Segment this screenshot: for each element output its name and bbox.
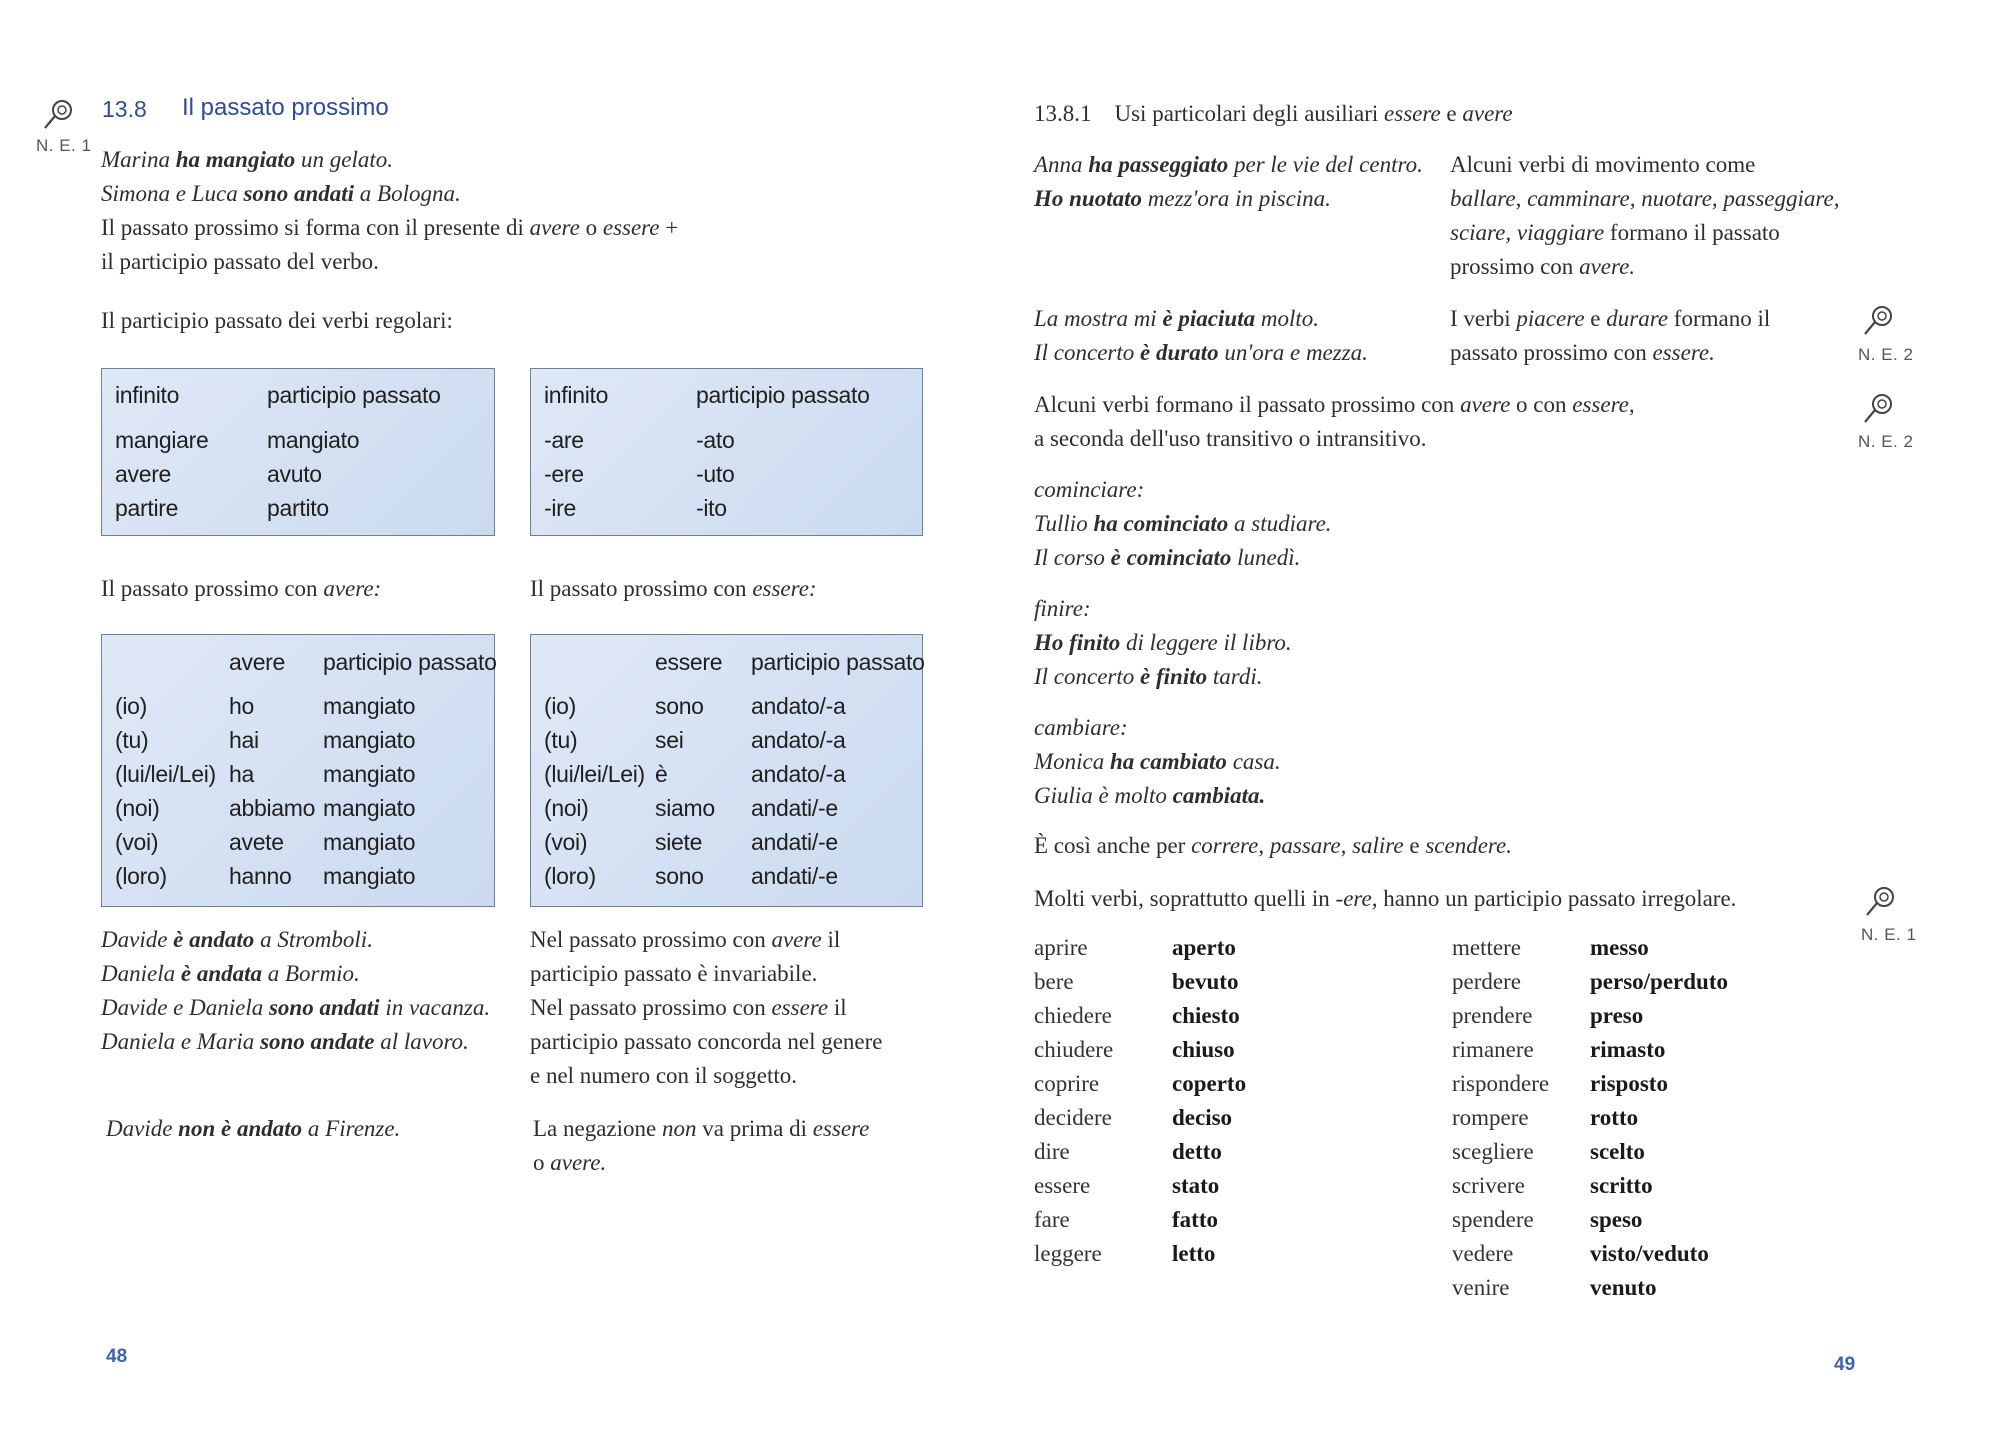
irregular-participle: rotto [1590, 1105, 1639, 1130]
table-cell: mangiato [323, 863, 416, 889]
table-cell: hai [229, 727, 259, 753]
table-header-participio: participio passato [267, 382, 441, 408]
piacere-rule [1450, 302, 1770, 370]
table-cell: (lui/lei/Lei) [544, 761, 645, 787]
essere-conjugation-table [530, 634, 923, 907]
section-number: 13.8 [102, 96, 147, 122]
irregular-participle: scritto [1590, 1173, 1653, 1198]
irregular-infinitive: bere [1034, 969, 1074, 994]
piacere-example: Il concerto è durato un'ora e mezza. [1034, 340, 1368, 365]
table-cell: siete [655, 829, 703, 855]
table-cell: ho [229, 693, 254, 719]
irregular-participle: scelto [1590, 1139, 1645, 1164]
table-cell: sono [655, 693, 704, 719]
table-cell: -uto [696, 461, 735, 487]
table-cell: mangiato [323, 761, 416, 787]
table-cell: sei [655, 727, 684, 753]
irregular-infinitive: decidere [1034, 1105, 1112, 1130]
irregular-infinitive: chiudere [1034, 1037, 1114, 1062]
table-cell: (tu) [544, 727, 578, 753]
irregular-participle: messo [1590, 935, 1649, 960]
table-cell: (io) [115, 693, 148, 719]
verb-group-example: Tullio ha cominciato a studiare. [1034, 511, 1332, 536]
table-cell: -ato [696, 427, 735, 453]
table-cell: andato/-a [751, 761, 846, 787]
irregular-participle: aperto [1172, 935, 1236, 960]
irregular-infinitive: aprire [1034, 935, 1088, 960]
table-cell: avuto [267, 461, 322, 487]
table-cell: (voi) [115, 829, 159, 855]
irregular-participle: fatto [1172, 1207, 1218, 1232]
intro-rule-line-1: Il passato prossimo si forma con il presente di avere o essere + [101, 215, 679, 240]
piacere-rule-line: passato prossimo con essere. [1450, 340, 1715, 365]
irregular-participle: letto [1172, 1241, 1216, 1266]
table-cell: (loro) [115, 863, 167, 889]
table-header-infinito: infinito [544, 382, 609, 408]
irregular-infinitive: essere [1034, 1173, 1091, 1198]
note-ne1-left: N. E. 1 [36, 136, 92, 155]
note-ne2: N. E. 2 [1858, 432, 1914, 451]
negation-rule-line: La negazione non va prima di essere [533, 1116, 870, 1141]
movement-rule [1450, 148, 1839, 284]
table-header-avere: avere [229, 649, 286, 675]
magnifier-key-icon [1860, 392, 1896, 426]
agreement-rule-line: Nel passato prossimo con avere il [530, 927, 841, 952]
verb-group-example: Il concerto è finito tardi. [1034, 664, 1263, 689]
verb-group-example: Il corso è cominciato lunedì. [1034, 545, 1301, 570]
table-cell: andati/-e [751, 795, 838, 821]
table-header-participio: participio passato [323, 649, 497, 675]
table-cell: (loro) [544, 863, 596, 889]
piacere-rule-line: I verbi piacere e durare formano il [1450, 306, 1771, 331]
both-rule-line: Alcuni verbi formano il passato prossimo con avere o con essere, [1034, 392, 1635, 417]
both-auxiliaries-rule [1034, 388, 1635, 456]
irregular-infinitive: rimanere [1452, 1037, 1534, 1062]
verb-group-cominciare [1034, 473, 1332, 575]
irregular-infinitive: dire [1034, 1139, 1070, 1164]
irregular-participle: detto [1172, 1139, 1222, 1164]
endings-table [530, 368, 923, 536]
essere-label: Il passato prossimo con essere: [530, 576, 817, 601]
both-rule-line: a seconda dell'uso transitivo o intransitivo. [1034, 426, 1427, 451]
irregular-infinitive: fare [1034, 1207, 1070, 1232]
verb-group-cambiare [1034, 711, 1281, 813]
table-header-participio: participio passato [751, 649, 925, 675]
verb-group-title: finire: [1034, 596, 1091, 621]
table-cell: (io) [544, 693, 577, 719]
subsection-title: 13.8.1 Usi particolari degli ausiliari essere e avere [1034, 101, 1513, 126]
note-ne1-right: N. E. 1 [1861, 925, 1917, 944]
magnifier-key-icon [1860, 304, 1896, 338]
agreement-rule-line: participio passato è invariabile. [530, 961, 818, 986]
agreement-rule-line: e nel numero con il soggetto. [530, 1063, 797, 1088]
agreement-example: Davide e Daniela sono andati in vacanza. [101, 995, 491, 1020]
table-cell: hanno [229, 863, 292, 889]
table-header-essere: essere [655, 649, 723, 675]
table-cell: partire [115, 495, 179, 521]
irregular-infinitive: venire [1452, 1275, 1510, 1300]
table-cell: (voi) [544, 829, 588, 855]
verb-group-title: cominciare: [1034, 477, 1145, 502]
verb-group-finire [1034, 592, 1292, 694]
table-cell: mangiato [323, 795, 416, 821]
irregular-participle: preso [1590, 1003, 1644, 1028]
irregular-participle: venuto [1590, 1275, 1657, 1300]
agreement-examples [101, 923, 490, 1059]
irregular-infinitive: prendere [1452, 1003, 1533, 1028]
table-cell: partito [267, 495, 329, 521]
table-cell: -ito [696, 495, 727, 521]
table-cell: andato/-a [751, 727, 846, 753]
also-rule: È così anche per correre, passare, salire e scendere. [1034, 833, 1512, 858]
irregular-participles-col1 [1034, 935, 1334, 1295]
negation-example: Davide non è andato a Firenze. [106, 1116, 401, 1141]
irregular-infinitive: perdere [1452, 969, 1521, 994]
table-cell: sono [655, 863, 704, 889]
irregular-infinitive: rompere [1452, 1105, 1529, 1130]
irregular-infinitive: mettere [1452, 935, 1521, 960]
intro-block [101, 143, 721, 279]
irregular-participle: bevuto [1172, 969, 1239, 994]
table-cell: andato/-a [751, 693, 846, 719]
table-cell: mangiato [267, 427, 360, 453]
table-header-infinito: infinito [115, 382, 180, 408]
table-cell: (tu) [115, 727, 149, 753]
table-cell: -are [544, 427, 584, 453]
table-cell: (lui/lei/Lei) [115, 761, 216, 787]
movement-example: Ho nuotato mezz'ora in piscina. [1034, 186, 1331, 211]
irregular-infinitive: leggere [1034, 1241, 1102, 1266]
movement-rule-line: Alcuni verbi di movimento come [1450, 152, 1756, 177]
intro-rule-line-2: il participio passato del verbo. [101, 249, 379, 274]
table-cell: andati/-e [751, 863, 838, 889]
irregular-infinitive: chiedere [1034, 1003, 1112, 1028]
agreement-rule-line: Nel passato prossimo con essere il [530, 995, 847, 1020]
movement-rule-line: prossimo con avere. [1450, 254, 1636, 279]
table-cell: -ire [544, 495, 577, 521]
table-header-participio: participio passato [696, 382, 870, 408]
note-ne2: N. E. 2 [1858, 345, 1914, 364]
table-cell: mangiato [323, 727, 416, 753]
verb-group-title: cambiare: [1034, 715, 1128, 740]
avere-label: Il passato prossimo con avere: [101, 576, 382, 601]
irregular-infinitive: rispondere [1452, 1071, 1550, 1096]
piacere-examples [1034, 302, 1368, 370]
irregular-participle: deciso [1172, 1105, 1233, 1130]
irregular-rule: Molti verbi, soprattutto quelli in -ere, hanno un participio passato irregolare. [1034, 886, 1737, 911]
regular-label: Il participio passato dei verbi regolari: [101, 308, 453, 333]
negation-rule [533, 1112, 869, 1180]
magnifier-key-icon [40, 98, 76, 132]
table-cell: è [655, 761, 668, 787]
irregular-participle: risposto [1590, 1071, 1668, 1096]
section-title: Il passato prossimo [182, 94, 389, 121]
regular-verbs-table [101, 368, 495, 536]
page-number-right: 49 [1834, 1354, 1856, 1375]
negation-rule-line: o avere. [533, 1150, 607, 1175]
irregular-infinitive: scrivere [1452, 1173, 1525, 1198]
movement-rule-line: ballare, camminare, nuotare, passeggiare, [1450, 186, 1840, 211]
movement-example: Anna ha passeggiato per le vie del centro. [1034, 152, 1423, 177]
agreement-example: Daniela è andata a Bormio. [101, 961, 360, 986]
table-cell: (noi) [115, 795, 160, 821]
irregular-participle: chiesto [1172, 1003, 1240, 1028]
magnifier-key-icon [1862, 885, 1898, 919]
verb-group-example: Ho finito di leggere il libro. [1034, 630, 1292, 655]
verb-group-example: Giulia è molto cambiata. [1034, 783, 1266, 808]
table-cell: abbiamo [229, 795, 316, 821]
intro-example-2: Simona e Luca sono andati a Bologna. [101, 181, 461, 206]
irregular-participle: visto/veduto [1590, 1241, 1709, 1266]
table-cell: siamo [655, 795, 715, 821]
irregular-participle: perso/perduto [1590, 969, 1728, 994]
irregular-participles-col2 [1452, 935, 1812, 1335]
table-cell: mangiare [115, 427, 209, 453]
table-cell: andati/-e [751, 829, 838, 855]
agreement-rule [530, 923, 883, 1093]
irregular-participle: coperto [1172, 1071, 1247, 1096]
table-cell: ha [229, 761, 254, 787]
piacere-example: La mostra mi è piaciuta molto. [1034, 306, 1319, 331]
table-cell: (noi) [544, 795, 589, 821]
page-number-left: 48 [106, 1346, 128, 1367]
movement-examples [1034, 148, 1423, 216]
table-cell: avere [115, 461, 172, 487]
verb-group-example: Monica ha cambiato casa. [1034, 749, 1281, 774]
irregular-participle: speso [1590, 1207, 1643, 1232]
irregular-infinitive: vedere [1452, 1241, 1514, 1266]
irregular-participle: stato [1172, 1173, 1220, 1198]
irregular-participle: chiuso [1172, 1037, 1235, 1062]
irregular-participle: rimasto [1590, 1037, 1666, 1062]
agreement-example: Davide è andato a Stromboli. [101, 927, 373, 952]
table-cell: mangiato [323, 693, 416, 719]
table-cell: mangiato [323, 829, 416, 855]
movement-rule-line: sciare, viaggiare formano il passato [1450, 220, 1780, 245]
avere-conjugation-table [101, 634, 495, 907]
irregular-infinitive: spendere [1452, 1207, 1534, 1232]
intro-example-1: Marina ha mangiato un gelato. [101, 147, 394, 172]
irregular-infinitive: scegliere [1452, 1139, 1534, 1164]
agreement-example: Daniela e Maria sono andate al lavoro. [101, 1029, 469, 1054]
agreement-rule-line: participio passato concorda nel genere [530, 1029, 883, 1054]
irregular-infinitive: coprire [1034, 1071, 1100, 1096]
table-cell: avete [229, 829, 284, 855]
table-cell: -ere [544, 461, 584, 487]
